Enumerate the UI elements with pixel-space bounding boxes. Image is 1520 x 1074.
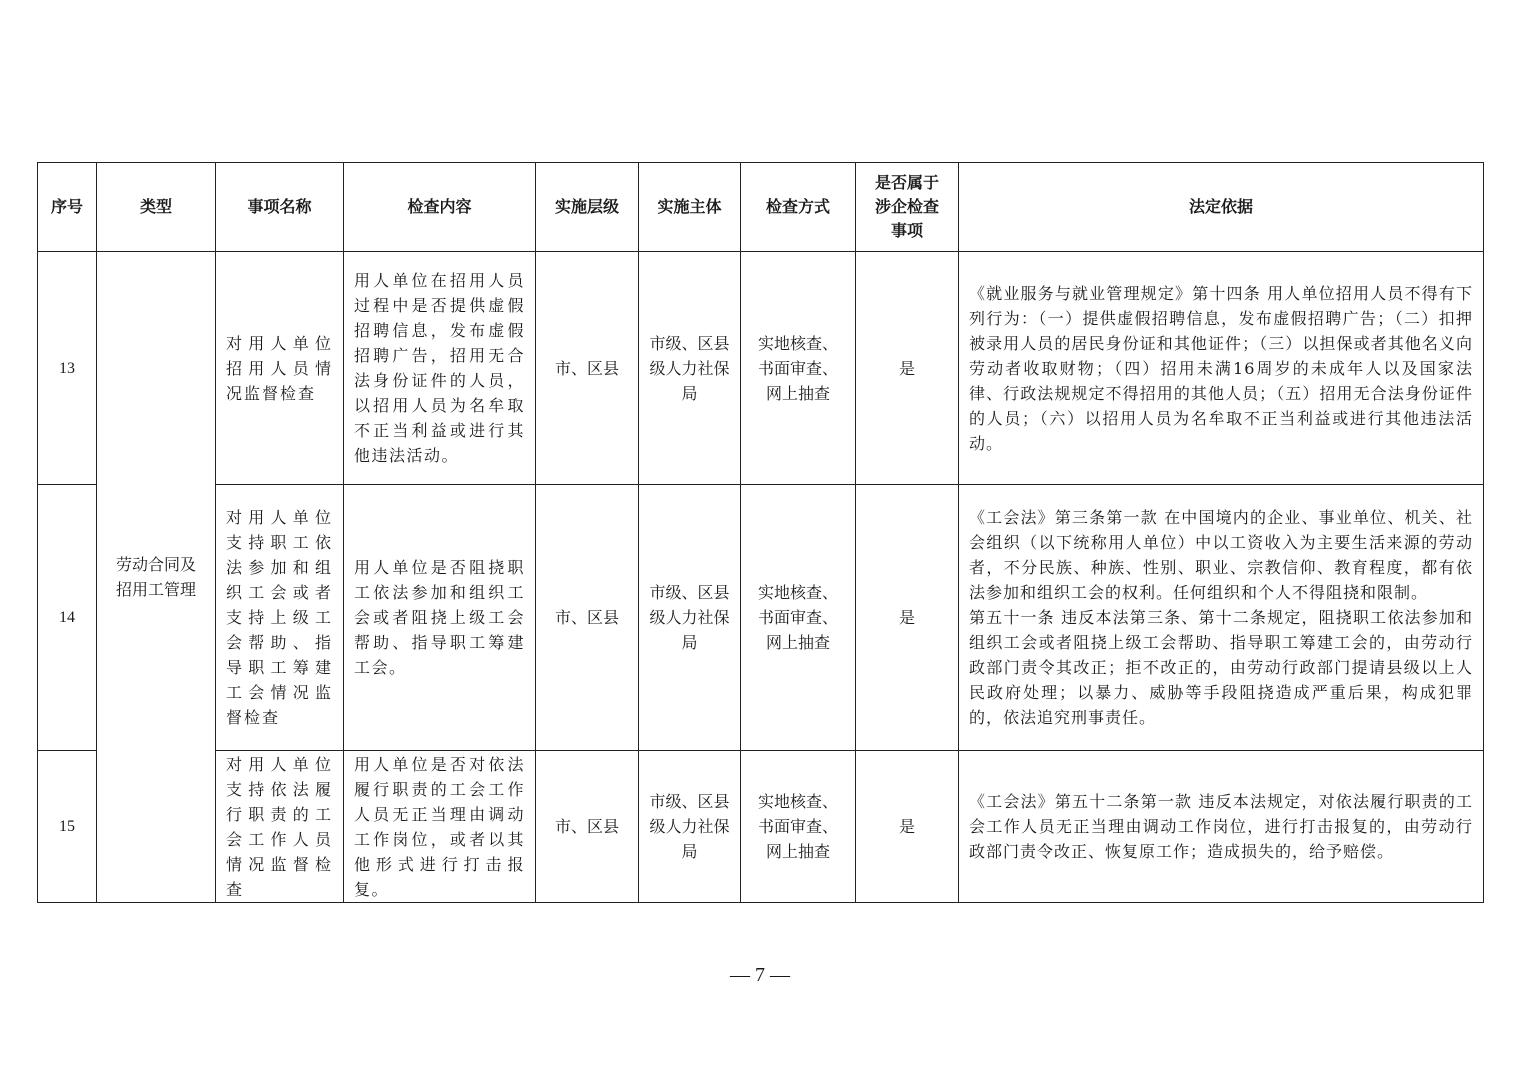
row-level: 市、区县 [536, 751, 639, 903]
row-seq: 15 [38, 751, 97, 903]
row-content: 用人单位是否阻挠职工依法参加和组织工会或者阻挠上级工会帮助、指导职工筹建工会。 [344, 485, 536, 751]
header-seq: 序号 [38, 163, 97, 252]
row-subject: 市级、区县级人力社保局 [639, 751, 741, 903]
table-row [38, 751, 1484, 903]
row-type: 劳动合同及招用工管理 [97, 252, 216, 903]
row-seq: 14 [38, 485, 97, 751]
header-level: 实施层级 [536, 163, 639, 252]
row-basis-paragraph-1: 《工会法》第三条第一款 在中国境内的企业、事业单位、机关、社会组织（以下统称用人单位）中以工资收入为主要生活来源的劳动者，不分民族、种族、性别、职业、宗教信仰、教育程度，都有依法参加和组织工会的权利。任何组织和个人不得阻挠和限制。 [969, 508, 1473, 602]
table-header-row [38, 163, 1484, 252]
row-item-name: 对用人单位支持依法履行职责的工会工作人员情况监督检查 [216, 751, 344, 903]
table-row [38, 252, 1484, 485]
table-row [38, 485, 1484, 751]
row-method: 实地核查、书面审查、网上抽查 [741, 485, 856, 751]
row-method: 实地核查、书面审查、网上抽查 [741, 751, 856, 903]
header-type: 类型 [97, 163, 216, 252]
row-enterprise: 是 [856, 485, 959, 751]
row-subject: 市级、区县级人力社保局 [639, 252, 741, 485]
row-content: 用人单位是否对依法履行职责的工会工作人员无正当理由调动工作岗位，或者以其他形式进行打击报复。 [344, 751, 536, 903]
row-content: 用人单位在招用人员过程中是否提供虚假招聘信息，发布虚假招聘广告，招用无合法身份证件的人员，以招用人员为名牟取不正当利益或进行其他违法活动。 [344, 252, 536, 485]
header-method: 检查方式 [741, 163, 856, 252]
header-item-name: 事项名称 [216, 163, 344, 252]
header-basis: 法定依据 [959, 163, 1484, 252]
row-method: 实地核查、书面审查、网上抽查 [741, 252, 856, 485]
row-item-name: 对用人单位招用人员情况监督检查 [216, 252, 344, 485]
row-basis: 《工会法》第五十二条第一款 违反本法规定，对依法履行职责的工会工作人员无正当理由调动工作岗位，进行打击报复的，由劳动行政部门责令改正、恢复原工作；造成损失的，给予赔偿。 [959, 751, 1484, 903]
page-number: — 7 — [730, 964, 790, 986]
header-enterprise: 是否属于涉企检查事项 [856, 163, 959, 252]
row-basis-cell [959, 485, 1484, 751]
row-level: 市、区县 [536, 252, 639, 485]
inspection-items-table [37, 162, 1484, 903]
row-item-name: 对用人单位支持职工依法参加和组织工会或者支持上级工会帮助、指导职工筹建工会情况监督检查 [216, 485, 344, 751]
row-level: 市、区县 [536, 485, 639, 751]
header-subject: 实施主体 [639, 163, 741, 252]
row-basis-paragraph-2: 第五十一条 违反本法第三条、第十二条规定，阻挠职工依法参加和组织工会或者阻挠上级工会帮助、指导职工筹建工会的，由劳动行政部门责令其改正；拒不改正的，由劳动行政部门提请县级以上人民政府处理；以暴力、威胁等手段阻挠造成严重后果，构成犯罪的，依法追究刑事责任。 [969, 608, 1473, 727]
row-seq: 13 [38, 252, 97, 485]
row-enterprise: 是 [856, 252, 959, 485]
header-content: 检查内容 [344, 163, 536, 252]
row-enterprise: 是 [856, 751, 959, 903]
row-basis: 《就业服务与就业管理规定》第十四条 用人单位招用人员不得有下列行为：（一）提供虚假招聘信息，发布虚假招聘广告；（二）扣押被录用人员的居民身份证和其他证件；（三）以担保或者其他名义向劳动者收取财物；（四）招用未满16周岁的未成年人以及国家法律、行政法规规定不得招用的其他人员；（五）招用无合法身份证件的人员；（六）以招用人员为名牟取不正当利益或进行其他违法活动。 [959, 252, 1484, 485]
row-subject: 市级、区县级人力社保局 [639, 485, 741, 751]
